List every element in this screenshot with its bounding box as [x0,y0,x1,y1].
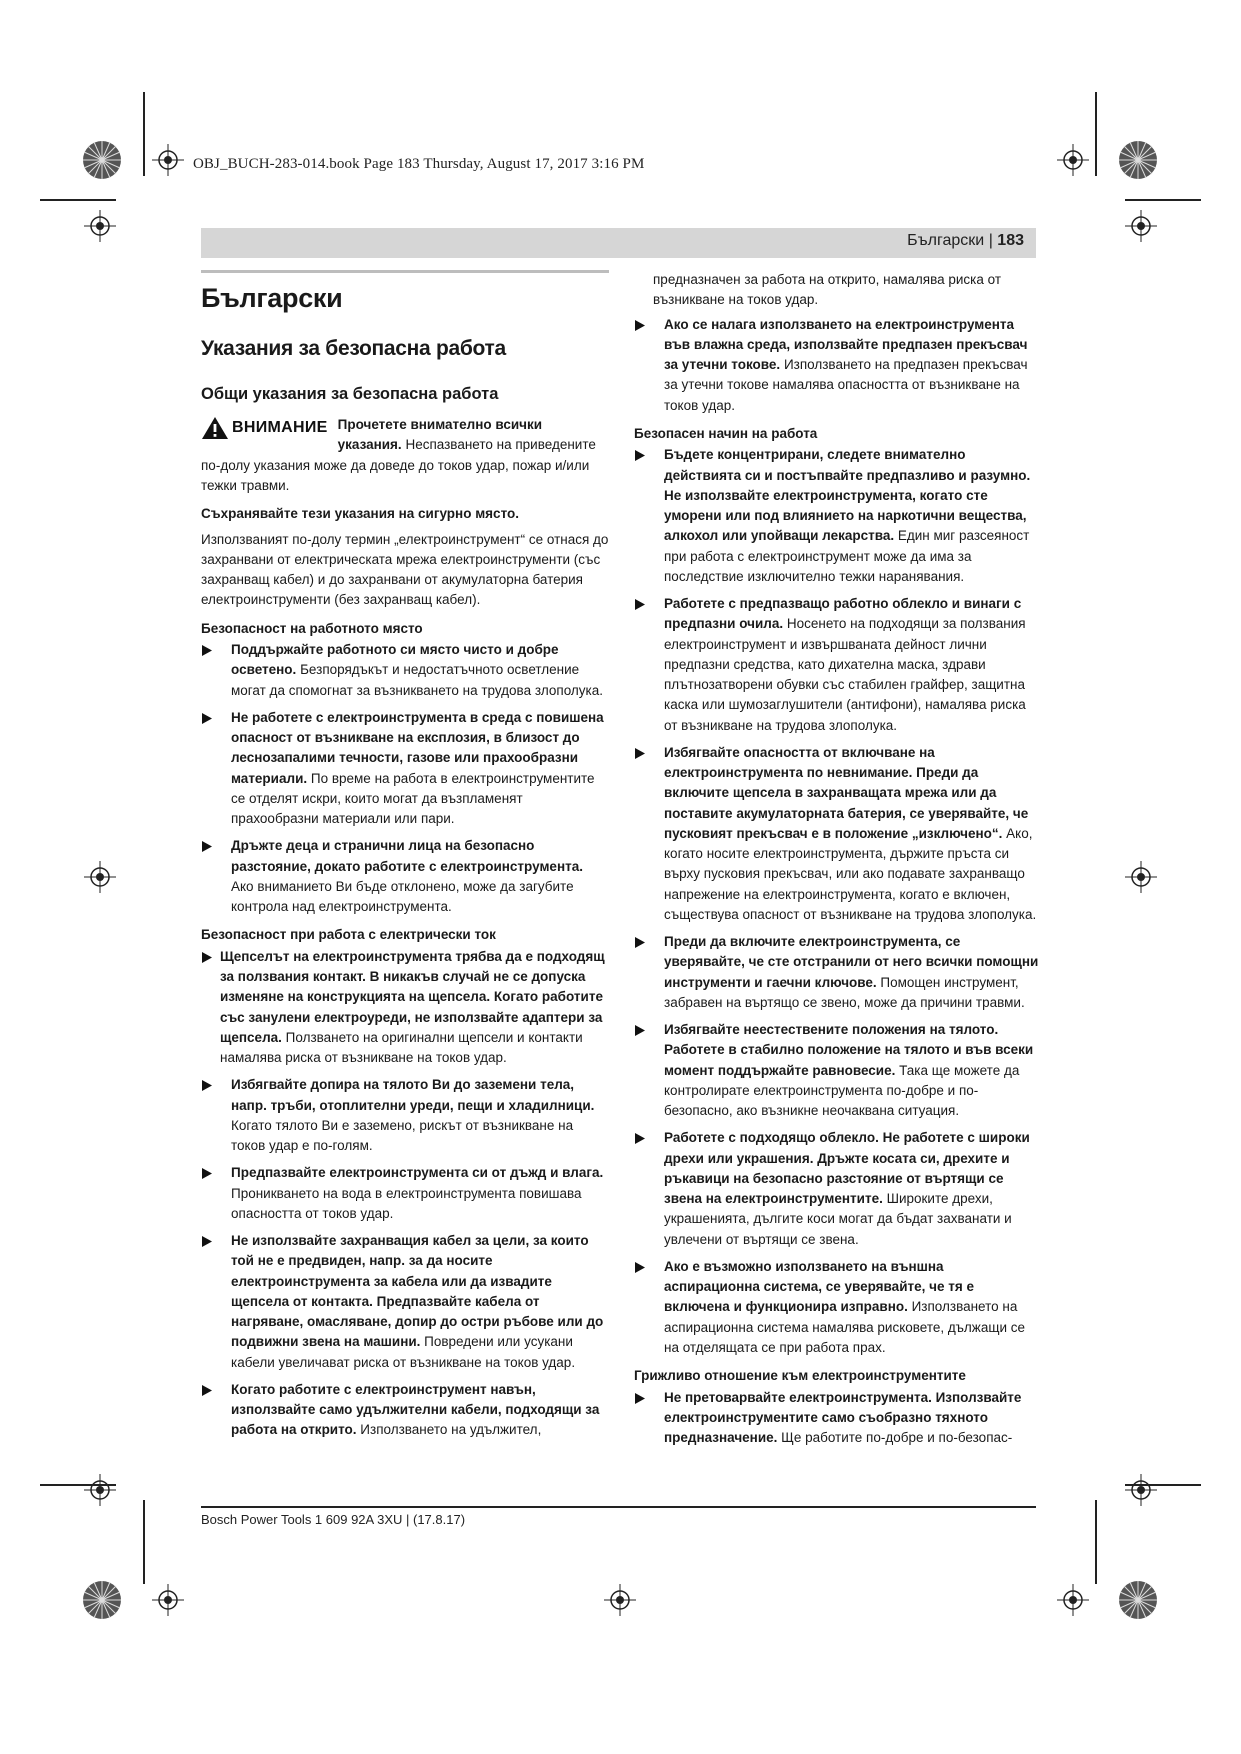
crosshair-icon [84,1474,116,1506]
item-text: Широките дрехи, украшенията, дългите коси могат да бъдат захванати и увлечени от въртящи се звена. [664,1191,1012,1247]
list-item [201,1163,609,1224]
print-info: OBJ_BUCH-283-014.book Page 183 Thursday, August 17, 2017 3:16 PM [193,156,645,172]
list-item [201,1380,609,1441]
crop-mark [143,1500,145,1584]
item-bold: Избягвайте опасността от включване на електроинструмента по невнимание. Преди да включите щепсела в захранващата мрежа или да поставите акумулаторната батерия, се уверявайте, че пусковият прекъсвач е в положение „изключено“. [664,744,1029,841]
item-bold: Избягвайте неестествените положения на тялото. Работете в стабилно положение на тялото и във всеки момент поддържайте равновесие. [664,1022,1034,1078]
care-heading: Грижливо отношение към електроинструментите [634,1368,966,1384]
item-bold: Избягвайте допира на тялото Ви до заземени тела, напр. тръби, отоплителни уреди, пещи и хладилници. [231,1077,595,1113]
item-bold: Не претоварвайте електроинструмента. Използвайте електроинструментите само съобразно тяхното предназначение. [664,1389,1022,1446]
list-item [201,640,609,701]
crop-mark [143,92,145,176]
item-text: Ако, когато носите електроинструмента, държите пръста си върху пусковия прекъсвач, или ако подавате захранващо напрежение на електроинструмента, когато е включен, съществува опасност от възникване на трудова злополука. [664,825,1037,922]
header-label [907,232,1024,250]
list-item [201,708,609,830]
item-bold: Не работете с електроинструмента в среда с повишена опасност от възникване на експлозия, в близост до леснозапалими течности, газове или прахообразни материали. [231,709,604,786]
left-column [201,270,609,1448]
bullet-arrow-icon [201,1236,212,1373]
crosshair-icon [1125,210,1157,242]
item-text: Проникването на вода в електроинструмента повишава опасността от токов удар. [231,1185,582,1221]
header-language: Български [907,232,985,249]
right-column [634,270,1042,1455]
bullet-arrow-icon [634,1262,645,1358]
bullet-arrow-icon [634,1133,645,1250]
bullet-arrow-icon [634,450,645,587]
item-bold: Ако е възможно използването на външна аспирационна система, се уверявайте, че тя е включена и функционира изправно. [664,1258,974,1315]
item-bold: Бъдете концентрирани, следете внимателно действията си и постъпвайте предпазливо и разумно. Не използвайте електроинструмента, когато сте уморени или под влиянието на наркотични вещества, алкохол или упойващи лекарства. [664,447,1031,544]
continuation-text: предназначен за работа на открито, намалява риска от възникване на токов удар. [653,272,1002,308]
list-item [634,1128,1042,1250]
item-text: Ако вниманието Ви бъде отклонено, може да загубите контрола над електроинструмента. [231,878,574,915]
list-item [201,947,609,1069]
item-bold: Когато работите с електроинструмент навън, използвайте само удължителни кабели, подходящи за работа на открито. [231,1381,600,1438]
crosshair-icon [1057,1584,1089,1616]
item-bold: Работете с предпазващо работно облекло и винаги с предпазни очила. [664,596,1022,632]
item-bold: Не използвайте захранващия кабел за цели, за които той не е предвиден, напр. за да носите електроинструмента за кабела или да извадите щепсела от контакта. Предпазвайте кабела от нагряване, омасляване, допир до остри ръбове или до подвижни звена на машини. [231,1233,604,1350]
list-item [634,1388,1042,1449]
item-text: Повредени или усукани кабели увеличават риска от възникване на токов удар. [231,1334,576,1370]
bullet-arrow-icon [201,1080,212,1156]
bullet-arrow-icon [201,841,212,917]
section-title: Указания за безопасна работа [201,337,506,361]
bullet-arrow-icon [201,1385,212,1441]
crop-mark [1095,92,1097,176]
electrical-heading: Безопасност при работа с електрически ток [201,927,496,943]
page-title: Български [201,283,343,313]
list-item [634,315,1042,416]
keep-note: Съхранявайте тези указания на сигурно място. [201,506,519,522]
crop-mark [40,199,116,201]
warning-badge-text: ВНИМАНИЕ [232,419,328,437]
list-item [634,594,1042,736]
crosshair-icon [84,210,116,242]
crop-mark [1095,1500,1097,1584]
item-text: Така ще можете да контролирате електроинструмента по-добре и по-безопасно, ако възникне неочаквана ситуация. [664,1062,1020,1119]
item-bold: Предпазвайте електроинструмента си от дъжд и влага. [231,1165,604,1181]
list-item [201,1231,609,1373]
header-separator: | [988,232,993,249]
warning-bold: Прочетете внимателно всички указания. [337,417,543,453]
crop-mark [1125,199,1201,201]
list-item [634,743,1042,925]
warning-badge [201,416,328,440]
crosshair-icon [152,1584,184,1616]
crosshair-icon [1125,861,1157,893]
crosshair-icon [152,144,184,176]
item-text: Използването на предпазен прекъсвач за утечни токове намалява опасността от възникване на токов удар. [664,357,1028,413]
item-bold: Поддържайте работното си място чисто и добре осветено. [231,642,559,678]
crosshair-icon [1125,1474,1157,1506]
footer-divider [201,1506,1036,1508]
item-text: Използването на аспирационна система намалява рисковете, дължащи се на отделящата се при работа прах. [664,1299,1025,1355]
item-text: Безпорядъкът и недостатъчното осветление могат да спомогнат за възникването на трудова злополука. [231,662,604,698]
bullet-arrow-icon [634,320,645,416]
list-item [201,1075,609,1156]
registration-star-icon [82,140,122,180]
item-bold: Преди да включите електроинструмента, се уверявайте, че сте отстранили от него всички помощни инструменти и гаечни ключове. [664,934,1039,990]
list-item [634,932,1042,1013]
bullet-arrow-icon [201,952,212,1069]
item-text: Ще работите по-добре и по-безопас- [777,1430,1013,1446]
warning-triangle-icon [201,416,229,440]
list-item [634,1020,1042,1121]
warning-body: Неспазването на приведените по-долу указания може да доведе до токов удар, пожар и/или тежки травми. [201,437,596,493]
list-item [634,1257,1042,1358]
item-text: Когато тялото Ви е заземено, рискът от възникване на токов удар е по-голям. [231,1117,574,1154]
page-header [201,228,1036,258]
item-text: Ползването на оригинални щепсели и контакти намалява риска от възникване на токов удар. [220,1029,583,1066]
item-text: Помощен инструмент, забравен на въртящо се звено, може да причини травми. [664,974,1025,1010]
registration-star-icon [82,1580,122,1620]
item-bold: Работете с подходящо облекло. Не работете с широки дрехи или украшения. Дръжте косата си, дрехите и ръкавици на безопасно разстояние от въртящи се звена на електроинструментите. [664,1130,1030,1207]
crosshair-icon [84,861,116,893]
item-text: Един миг разсеяност при работа с електроинструмент може да има за последствие изключително тежки наранявания. [664,528,1030,584]
crosshair-icon [604,1584,636,1616]
footer-text: Bosch Power Tools 1 609 92A 3XU | (17.8.17) [201,1512,466,1527]
warning-block [201,415,609,502]
bullet-arrow-icon [634,937,645,1013]
registration-star-icon [1118,1580,1158,1620]
item-bold: Дръжте деца и странични лица на безопасно разстояние, докато работите с електроинструмента. [231,838,583,874]
item-bold: Ако се налага използването на електроинструмента във влажна среда, използвайте предпазен прекъсвач за утечни токове. [664,316,1028,372]
bullet-arrow-icon [634,599,645,736]
bullet-arrow-icon [201,713,212,830]
item-text: Използването на удължител, [356,1422,542,1438]
item-text: Носенето на подходящи за ползвания електроинструмент и извършваната дейност лични предпазни средства, като дихателна маска, здрави плътнозатворени обувки със стабилен грайфер, защитна каска или шумозаглушители (антифони), намалява риска от възникване на трудова злополука. [664,616,1026,733]
bullet-arrow-icon [201,645,212,701]
bullet-arrow-icon [634,748,645,925]
safe-work-heading: Безопасен начин на работа [634,425,818,441]
crosshair-icon [1057,144,1089,176]
divider [201,270,609,273]
list-item [201,836,609,917]
bullet-arrow-icon [634,1025,645,1121]
page-number: 183 [997,232,1024,249]
subsection-title: Общи указания за безопасна работа [201,385,499,404]
item-text: По време на работа в електроинструментите се отделят искри, които могат да възпламенят прахообразни материали или пари. [231,770,595,827]
workplace-heading: Безопасност на работното място [201,620,423,636]
registration-star-icon [1118,140,1158,180]
item-bold: Щепселът на електроинструмента трябва да е подходящ за ползвания контакт. В никакъв случай не се допуска изменяне на конструкцията на щепсела. Когато работите със занулени електроуреди, не използвайте адаптери за щепсела. [220,948,605,1045]
bullet-arrow-icon [634,1393,645,1449]
bullet-arrow-icon [201,1168,212,1224]
list-item [634,445,1042,587]
definition-paragraph: Използваният по-долу термин „електроинструмент“ се отнася до захранвани от електрическата мрежа електроинструменти (със захранващ кабел) и до захранвани от акумулаторна батерия електроинструменти (без захранващ кабел). [201,531,609,608]
